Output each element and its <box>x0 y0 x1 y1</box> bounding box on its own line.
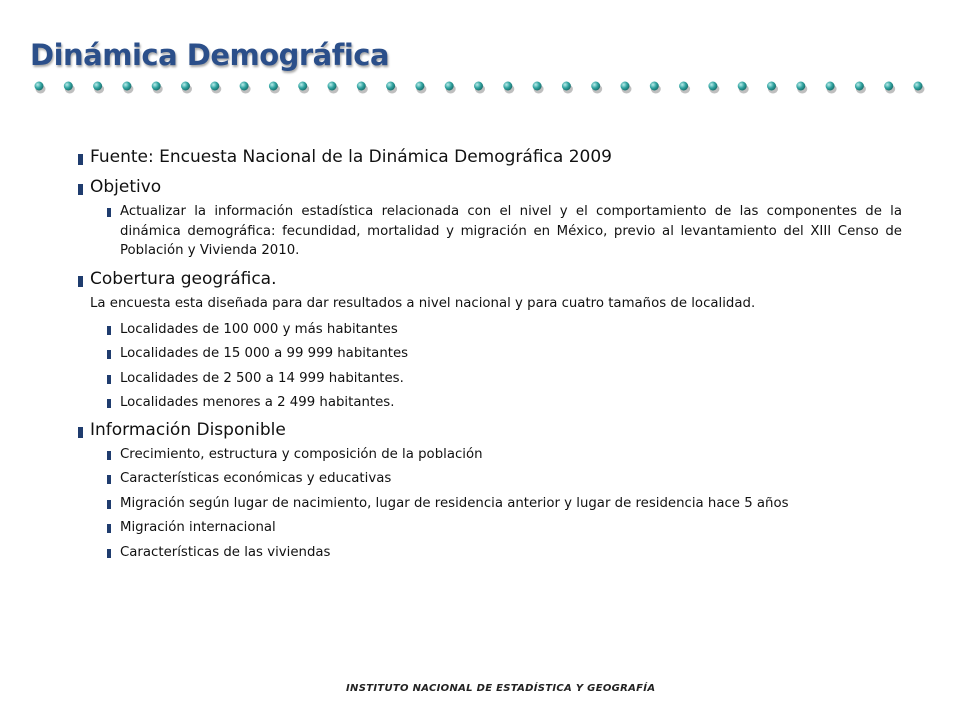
square-bullet-icon <box>107 350 111 359</box>
bullet-text: Localidades menores a 2 499 habitantes. <box>120 395 395 410</box>
decorative-dot <box>35 82 44 91</box>
decorative-dot <box>533 82 542 91</box>
decorative-dot <box>64 82 73 91</box>
square-bullet-icon <box>78 154 83 165</box>
decorative-dot <box>796 82 805 91</box>
square-bullet-icon <box>107 326 111 335</box>
decorative-dot <box>210 82 219 91</box>
decorative-dot <box>181 82 190 91</box>
decorative-dot <box>708 82 717 91</box>
bullet-fuente <box>78 146 902 168</box>
sub-bullet-localidad <box>78 344 902 364</box>
sub-bullet-localidad <box>78 320 902 340</box>
sub-bullet-objetivo-text <box>78 202 902 261</box>
bullet-text: Localidades de 15 000 a 99 999 habitantes <box>120 346 409 361</box>
decorative-dot <box>562 82 571 91</box>
bullet-objetivo <box>78 176 902 198</box>
decorative-dot <box>650 82 659 91</box>
sub-bullet-localidad <box>78 393 902 413</box>
square-bullet-icon <box>107 549 111 558</box>
square-bullet-icon <box>107 375 111 384</box>
decorative-dot <box>386 82 395 91</box>
bullet-text: Características de las viviendas <box>120 544 331 560</box>
decorative-dot <box>269 82 278 91</box>
square-bullet-icon <box>107 500 111 509</box>
decorative-dot-line <box>30 78 930 98</box>
sub-bullet-informacion <box>78 469 902 489</box>
decorative-dot <box>914 82 923 91</box>
decorative-dot <box>152 82 161 91</box>
bullet-cobertura <box>78 268 902 290</box>
bullet-informacion <box>78 419 902 441</box>
sub-bullet-informacion <box>78 445 902 465</box>
decorative-dot <box>93 82 102 91</box>
bullet-text: Migración según lugar de nacimiento, lugar de residencia anterior y lugar de residencia hace 5 años <box>120 495 789 511</box>
square-bullet-icon <box>78 184 83 195</box>
bullet-text: Características económicas y educativas <box>120 471 392 486</box>
decorative-dot <box>328 82 337 91</box>
decorative-dot <box>122 82 131 91</box>
decorative-dot <box>621 82 630 91</box>
bullet-text: Actualizar la información estadística relacionada con el nivel y el comportamiento de las componentes de la dinámica demográfica: fecundidad, mortalidad y migración en México, previo al levantamiento del XIII Censo de Población y Vivienda 2010. <box>120 204 902 258</box>
bullet-text: Localidades de 100 000 y más habitantes <box>120 321 398 337</box>
bullet-text: Información Disponible <box>90 419 286 440</box>
sub-bullet-localidad <box>78 369 902 389</box>
institution-footer: INSTITUTO NACIONAL DE ESTADÍSTICA Y GEOGRAFÍA <box>346 683 656 694</box>
bullet-text: Objetivo <box>90 177 162 197</box>
bullet-text: Crecimiento, estructura y composición de la población <box>120 446 483 462</box>
decorative-dot <box>415 82 424 91</box>
square-bullet-icon <box>107 208 111 217</box>
decorative-dot <box>826 82 835 91</box>
decorative-dot <box>445 82 454 91</box>
sub-bullet-informacion <box>78 494 902 514</box>
decorative-dot <box>679 82 688 91</box>
square-bullet-icon <box>107 451 111 460</box>
bullet-text: Cobertura geográfica. <box>90 268 277 289</box>
square-bullet-icon <box>107 475 111 484</box>
bullet-text: Localidades de 2 500 a 14 999 habitantes. <box>120 370 404 386</box>
cobertura-note: La encuesta esta diseñada para dar resultados a nivel nacional y para cuatro tamaños de localidad. <box>90 295 756 311</box>
bullet-text: Migración internacional <box>120 520 276 535</box>
decorative-dot <box>503 82 512 91</box>
decorative-dot <box>591 82 600 91</box>
decorative-dot <box>855 82 864 91</box>
decorative-dot <box>298 82 307 91</box>
square-bullet-icon <box>107 399 111 408</box>
decorative-dot <box>738 82 747 91</box>
slide-body <box>78 146 902 567</box>
decorative-dot <box>767 82 776 91</box>
sub-bullet-informacion <box>78 543 902 563</box>
decorative-dot <box>357 82 366 91</box>
square-bullet-icon <box>78 427 83 438</box>
decorative-dot <box>474 82 483 91</box>
bullet-text: Fuente: Encuesta Nacional de la Dinámica Demográfica 2009 <box>90 147 612 167</box>
square-bullet-icon <box>78 276 83 287</box>
slide-title: Dinámica Demográfica <box>30 38 390 72</box>
decorative-dot <box>240 82 249 91</box>
sub-bullet-informacion <box>78 518 902 538</box>
square-bullet-icon <box>107 524 111 533</box>
decorative-dot <box>884 82 893 91</box>
